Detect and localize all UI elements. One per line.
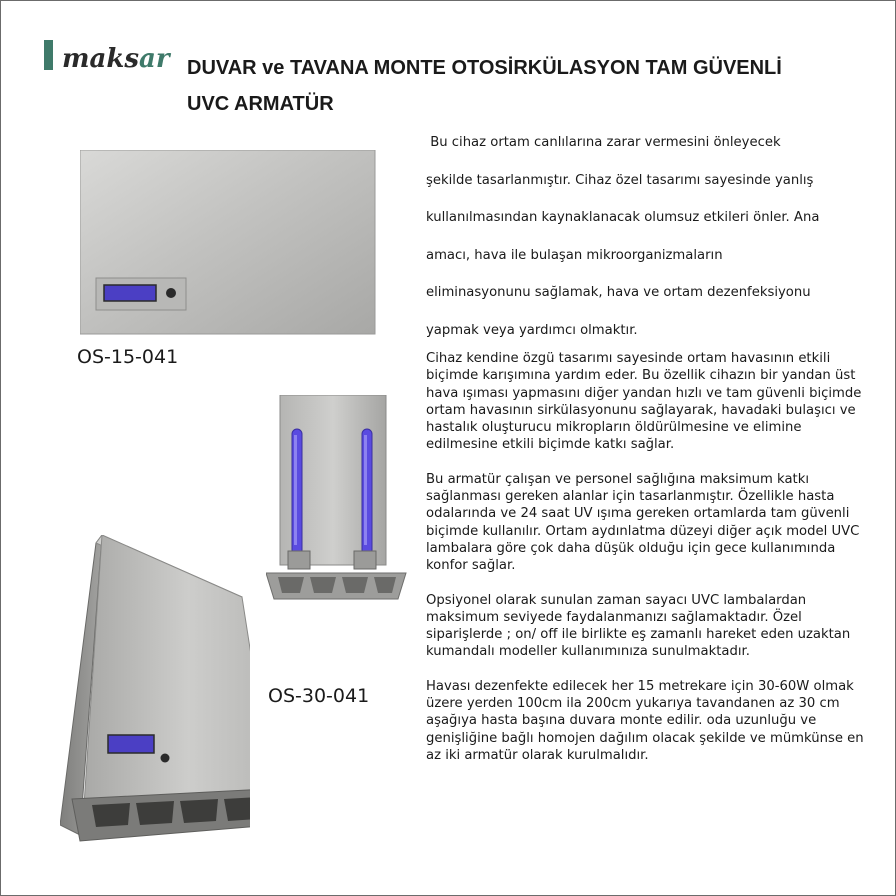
- power-button-icon: [166, 288, 176, 298]
- logo-bar: [44, 40, 53, 70]
- product-image-open-interior: [266, 395, 412, 605]
- description-body: [426, 350, 866, 781]
- product-image-os-15-041: [80, 150, 380, 336]
- paragraph: Bu armatür çalışan ve personel sağlığına maksimum katkı sağlanması gereken alanlar için tasarlanmıştır. Özellikle hasta odalarında ve 24 saat UV ışıma gereken ortamlarda tam güvenli biçimde kullanılır. Ortam aydınlatma düzeyi diğer açık model UVC lambalara göre çok daha düşük olduğu için gece kullanımında konfor sağlar.: [426, 471, 860, 574]
- intro-line: kullanılmasından kaynaklanacak olumsuz etkileri önler. Ana: [426, 210, 820, 225]
- product-code-label: OS-15-041: [77, 346, 179, 368]
- intro-text: [426, 124, 866, 349]
- product-code-label: OS-30-041: [268, 685, 370, 707]
- title-line-2: UVC ARMATÜR: [187, 93, 334, 115]
- power-button-icon: [161, 754, 170, 763]
- intro-line: eliminasyonunu sağlamak, hava ve ortam dezenfeksiyonu: [426, 285, 811, 300]
- title-line-1: DUVAR ve TAVANA MONTE OTOSİRKÜLASYON TAM GÜVENLİ: [187, 57, 782, 79]
- product-image-os-30-041: [60, 535, 250, 853]
- intro-line: yapmak veya yardımcı olmaktır.: [426, 322, 638, 338]
- intro-line: amacı, hava ile bulaşan mikroorganizmaların: [426, 247, 723, 263]
- display-panel: [108, 735, 154, 753]
- page-title: [187, 50, 867, 122]
- intro-line: Bu cihaz ortam canlılarına zarar vermesini önleyecek: [426, 135, 781, 150]
- paragraph: Havası dezenfekte edilecek her 15 metrekare için 30-60W olmak üzere yerden 100cm ila 200cm yukarıya tavandanen az 30 cm aşağıya hasta başına duvara monte edilir. oda uzunluğu ve genişliğine bağlı homojen dağılım olacak şekilde ve mümkünse en az iki armatür olarak kurulmalıdır.: [426, 678, 864, 763]
- paragraph: Opsiyonel olarak sunulan zaman sayacı UVC lambalardan maksimum seviyede faydalanmanızı sağlamaktadır. Özel siparişlerde ; on/ off ile birlikte eş zamanlı hareket eden uzaktan kumandalı modeller kullanımınıza sunulmaktadır.: [426, 592, 851, 660]
- display-panel: [104, 285, 156, 301]
- paragraph: Cihaz kendine özgü tasarımı sayesinde ortam havasının etkili biçimde karışımına yardım eder. Bu özellik cihazın bir yandan üst hava ışıması yapmasını diğer yandan hızlı ve tam güvenli biçimde ortam havasının sirkülasyonunu sağlayarak, havadaki bulaşıcı ve hastalık oluşturucu mikropların öldürülmesine ve elimine edilmesine etkili biçimde katkı sağlar.: [426, 351, 862, 453]
- intro-line: şekilde tasarlanmıştır. Cihaz özel tasarımı sayesinde yanlış: [426, 172, 814, 188]
- brand-logo: maksar: [62, 44, 170, 74]
